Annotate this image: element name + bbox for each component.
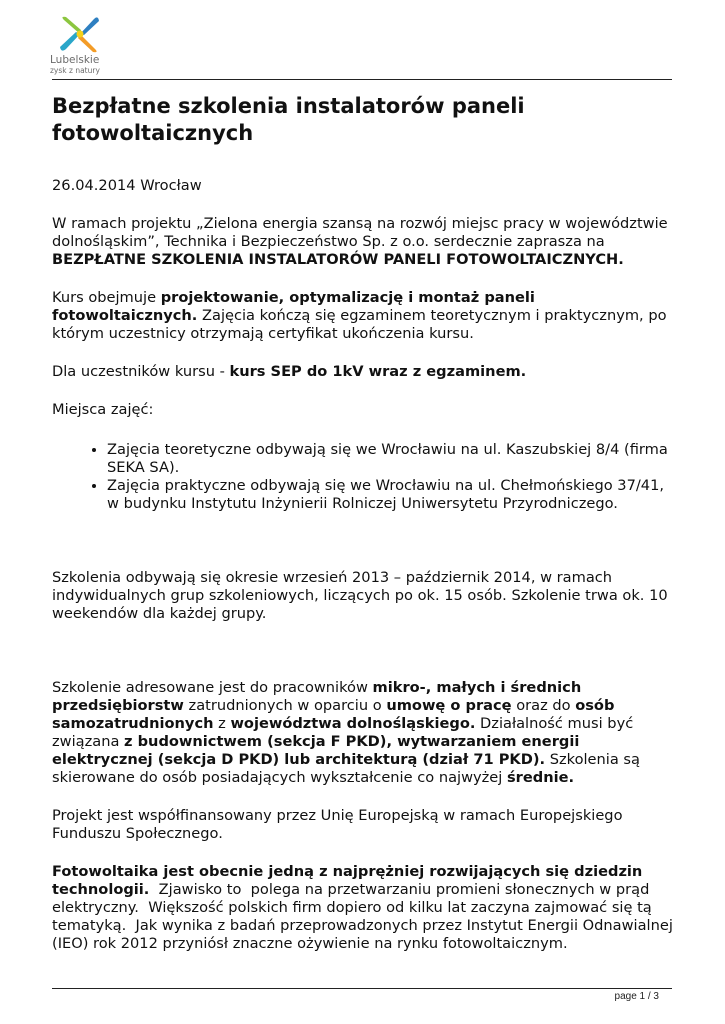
- article-title: Bezpłatne szkolenia instalatorów paneli fotowoltaicznych: [52, 94, 525, 145]
- list-item: • Zajęcia teoretyczne odbywają się we Wrocławiu na ul. Kaszubskiej 8/4 (firma SEKA SA).: [107, 441, 674, 477]
- target-text-1: Szkolenie adresowane jest do pracowników: [52, 679, 373, 696]
- target-bold-1: mikro-, małych i średnich przedsiębiorstw: [52, 679, 582, 714]
- places-label: Miejsca zajęć:: [52, 401, 154, 418]
- intro-text: W ramach projektu „Zielona energia szansą na rozwój miejsc pracy w województwie dolnośląskim”, Technika i Bezpieczeństwo Sp. z o.o. serdecznie zaprasza na: [52, 215, 668, 250]
- pv-text: Zjawisko to polega na przetwarzaniu promieni słonecznych w prąd elektryczny. Większość polskich firm dopiero od kilku lat zaczyna zajmować się tą tematyką. Jak wynika z badań przeprowadzonych przez Instytut Energii Odnawialnej (IEO) rok 2012 przyniósł znaczne ożywienie na rynku fotowoltaicznym.: [52, 881, 678, 952]
- logo-brand-text: Lubelskie: [50, 54, 100, 66]
- target-bold-2: umowę o pracę: [386, 697, 512, 714]
- intro-paragraph: [52, 215, 674, 269]
- pv-bold: Fotowoltaika jest obecnie jedną z najprężniej rozwijających się dziedzin technologii.: [52, 863, 643, 898]
- target-bold-4: województwa dolnośląskiego.: [230, 715, 476, 732]
- target-text-4: z: [213, 715, 231, 732]
- lubelskie-star-icon: [50, 14, 110, 54]
- lubelskie-logo[interactable]: [50, 14, 110, 78]
- logo-tagline: zysk z natury: [50, 66, 100, 75]
- cofinancing-paragraph: Projekt jest współfinansowany przez Unię Europejską w ramach Europejskiego Funduszu Społecznego.: [52, 807, 623, 842]
- sep-bold: kurs SEP do 1kV wraz z egzaminem.: [229, 363, 527, 380]
- course-paragraph: [52, 289, 674, 343]
- schedule-paragraph: Szkolenia odbywają się okresie wrzesień 2013 – październik 2014, w ramach indywidualnych grup szkoleniowych, liczących po ok. 15 osób. Szkolenie trwa ok. 10 weekendów dla każdej grupy.: [52, 569, 668, 622]
- intro-bold: BEZPŁATNE SZKOLENIA INSTALATORÓW PANELI FOTOWOLTAICZNYCH.: [52, 251, 624, 268]
- target-text-6: Szkolenia są skierowane do osób posiadających wykształcenie co najwyżej: [52, 751, 640, 786]
- footer-divider: [52, 988, 672, 989]
- target-bold-3: osób samozatrudnionych: [52, 697, 615, 732]
- target-text-3: oraz do: [511, 697, 576, 714]
- target-bold-5: z budownictwem (sekcja F PKD), wytwarzaniem energii elektrycznej (sekcja D PKD) lub architekturą (dział 71 PKD).: [52, 733, 580, 768]
- article-date-place: 26.04.2014 Wrocław: [52, 177, 202, 194]
- article-body: [52, 93, 678, 953]
- sep-paragraph: [52, 363, 674, 381]
- header-divider: [52, 79, 672, 80]
- course-post: Zajęcia kończą się egzaminem teoretycznym i praktycznym, po którym uczestnicy otrzymają certyfikat ukończenia kursu.: [52, 307, 667, 342]
- photovoltaics-paragraph: [52, 863, 678, 953]
- page-number: page 1 / 3: [614, 991, 659, 1002]
- target-paragraph: [52, 679, 674, 787]
- target-text-2: zatrudnionych w oparciu o: [183, 697, 387, 714]
- sep-pre: Dla uczestników kursu -: [52, 363, 230, 380]
- target-bold-6: średnie.: [506, 769, 575, 786]
- list-item: • Zajęcia praktyczne odbywają się we Wrocławiu na ul. Chełmońskiego 37/41, w budynku Instytutu Inżynierii Rolniczej Uniwersytetu Przyrodniczego.: [107, 477, 674, 513]
- target-text-5: Działalność musi być związana: [52, 715, 634, 750]
- places-list: [52, 441, 674, 513]
- course-pre: Kurs obejmuje: [52, 289, 161, 306]
- course-bold: projektowanie, optymalizację i montaż paneli fotowoltaicznych.: [52, 289, 535, 324]
